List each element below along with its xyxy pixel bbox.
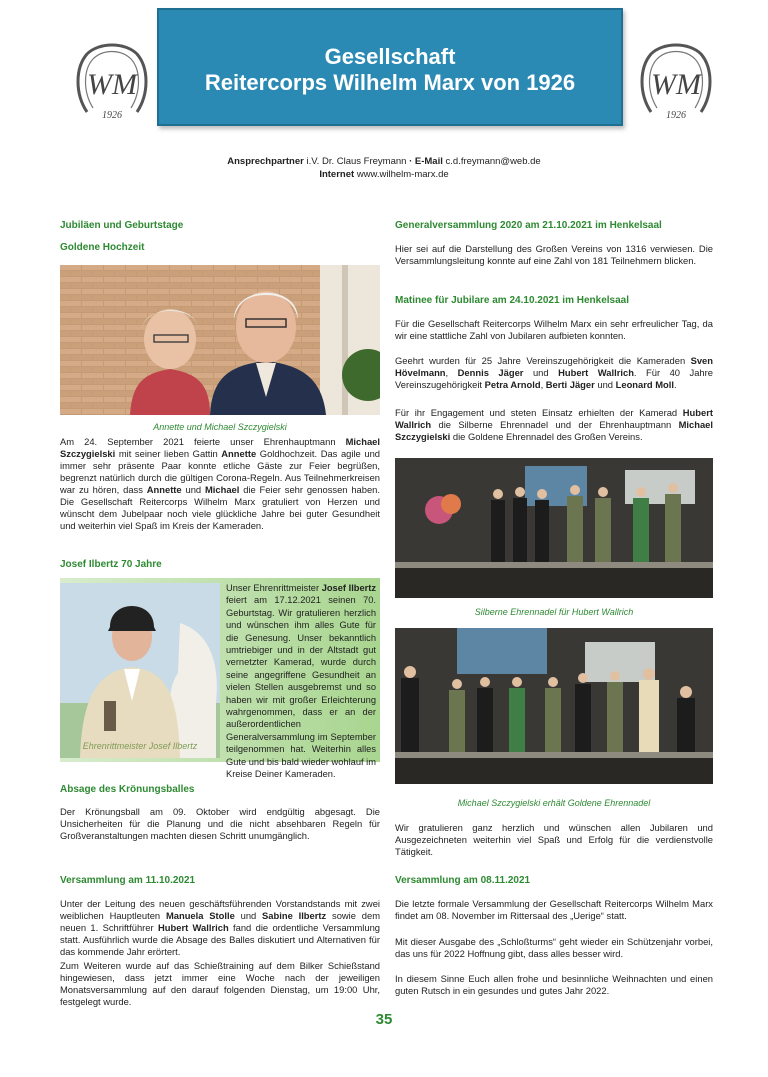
caption-ilbertz: Ehrenrittmeister Josef Ilbertz: [82, 741, 198, 751]
contact-person: i.V. Dr. Claus Freymann: [306, 156, 407, 167]
internet-link[interactable]: www.wilhelm-marx.de: [356, 169, 449, 180]
caption-goldene-ehrennadel: Michael Szczygielski erhält Goldene Ehrennadel: [457, 798, 651, 808]
text-absage: Der Krönungsball am 09. Oktober wird endgültig abgesagt. Die Unsicherheiten für die Planung und die nicht absehbaren Regeln für Großveranstaltungen machten diesen Schritt unumgänglich.: [60, 806, 380, 841]
section-versammlung-1-title: Versammlung am 11.10.2021: [60, 875, 196, 886]
caption-silberne-ehrennadel: Silberne Ehrennadel für Hubert Wallrich: [474, 607, 634, 617]
text-versammlung-2-para3: In diesem Sinne Euch allen frohe und besinnliche Weihnachten und einen guten Rutsch in ein gesundes und gutes Jahr 2022.: [395, 973, 713, 996]
title-line-2: Reitercorps Wilhelm Marx von 1926: [204, 70, 576, 95]
logo-year-right: 1926: [666, 110, 686, 121]
section-ilbertz-title: Josef Ilbertz 70 Jahre: [60, 559, 162, 570]
email-label: E-Mail: [414, 156, 443, 167]
text-versammlung-2-para1: Die letzte formale Versammlung der Gesellschaft Reitercorps Wilhelm Marx findet am 08. November im Rittersaal des „Uerige“ statt.: [395, 898, 713, 921]
photo-couple: [60, 265, 380, 415]
text-ilbertz: Unser Ehrenrittmeister Josef Ilbertz feiert am 17.12.2021 seinen 70. Geburtstag. Wir gratulieren herzlich und wünschen ihm alles Gute für die Genesung. Unser bekanntlich umtriebiger und in der Altstadt gut vernetzter Kamerad, wurde durch seine angegriffene Gesundheit an vielen Stellen ausgebremst und so haben wir mit großer Erleichterung wahrgenommen, dass er an der außerordentlichen Generalversammlung im September teilgenommen hat. Weiterhin alles Gute und bis bald wieder wohlauf im Kreise Deiner Kameraden.: [226, 583, 376, 780]
section-absage-title: Absage des Krönungsballes: [60, 784, 195, 795]
caption-couple: Annette und Michael Szczygielski: [153, 422, 287, 432]
section-goldene-hochzeit-title: Goldene Hochzeit: [60, 242, 145, 253]
contact-info: [0, 155, 768, 181]
text-matinee-1: Für die Gesellschaft Reitercorps Wilhelm Marx ein sehr erfreulicher Tag, da wir eine stattliche Zahl von Jubilaren aufbieten konnten.: [395, 318, 713, 341]
text-versammlung-2-para2: Mit dieser Ausgabe des „Schloßturms“ geht wieder ein Schützenjahr vorbei, das uns für 2022 Hoffnung gibt, dass alles besser wird.: [395, 936, 713, 959]
text-versammlung-1-para2: Zum Weiteren wurde auf das Schießtraining auf dem Bilker Schießstand hingewiesen, dass jetzt immer eine Woche nach der jeweiligen Monatsversammlung auf den darauf folgenden Dienstag, um 19:00 Uhr, festgelegt wurde.: [60, 960, 380, 1007]
contact-separator: ·: [409, 156, 413, 167]
text-matinee-3: Für ihr Engagement und steten Einsatz erhielten der Kamerad Hubert Wallrich die Silberne Ehrennadel und der Ehrenhauptmann Michael Szczygielski die Goldene Ehrennadel des Großen Vereins.: [395, 407, 713, 442]
contact-label: Ansprechpartner: [227, 156, 304, 167]
title-line-1: Gesellschaft: [324, 44, 456, 69]
internet-label: Internet: [319, 169, 355, 180]
photo-goldene-ehrennadel: [395, 628, 713, 784]
photo-ilbertz: [60, 583, 220, 758]
logo-letters-left: WM: [87, 68, 137, 101]
email-link[interactable]: c.d.freymann@web.de: [445, 156, 541, 167]
logo-year-left: 1926: [102, 110, 122, 121]
section-jubilaeen-title: Jubiläen und Geburtstage: [60, 220, 184, 231]
section-generalversammlung-title: Generalversammlung 2020 am 21.10.2021 im Henkelsaal: [395, 220, 662, 231]
text-goldene-hochzeit: Am 24. September 2021 feierte unser Ehrenhauptmann Michael Szczygielski mit seiner lieben Gattin Annette Goldhochzeit. Das agile und immer sehr präsente Paar konnte etliche Gäste zur Feier begrüßen, begrenzt natürlich durch die gültigen Corona-Regeln. Aus Teilnehmerkreisen war zu hören, dass Annette und Michael die Feier sehr genossen haben. Die Gesellschaft Reitercorps Wilhelm Marx gratuliert von Herzen und wünscht dem Jubelpaar noch viele glückliche Jahre bei guter Gesundheit und weiterhin viel Spaß im Kreis der Kameraden.: [60, 436, 381, 531]
text-versammlung-1: Unter der Leitung des neuen geschäftsführenden Vorstandstands mit zwei weiblichen Hauptleuten Manuela Stolle und Sabine Ilbertz sowie dem neuen 1. Schriftführer Hubert Wallrich fand die ordentliche Versammlung statt. Ausführlich wurde die Absage des Balles diskutiert und Alternativen für das kommende Jahr erörtert.: [60, 898, 381, 957]
section-versammlung-2-title: Versammlung am 08.11.2021: [395, 875, 531, 886]
club-logo-left: [73, 42, 151, 124]
photo-silberne-ehrennadel: [395, 458, 713, 598]
text-matinee-2: Geehrt wurden für 25 Jahre Vereinszugehörigkeit die Kameraden Sven Hövelmann, Dennis Jäger und Hubert Wallrich. Für 40 Jahre Vereinszugehörigkeit Petra Arnold, Berti Jäger und Leonard Moll.: [395, 355, 713, 390]
section-matinee-title: Matinee für Jubilare am 24.10.2021 im Henkelsaal: [395, 295, 630, 306]
page-number: 35: [375, 1011, 393, 1028]
club-logo-right: [637, 42, 715, 124]
text-congrats: Wir gratulieren ganz herzlich und wünschen allen Jubilaren und Ausgezeichneten weiterhin viel Spaß und Erfolg für die verdienstvolle Tätigkeit.: [395, 822, 713, 857]
text-generalversammlung: Hier sei auf die Darstellung des Großen Vereins von 1316 verwiesen. Die Versammlungsleitung konnte auf eine Zahl von 181 Teilnehmern blicken.: [395, 243, 713, 266]
logo-letters-right: WM: [651, 68, 701, 101]
title-banner: [157, 8, 623, 126]
